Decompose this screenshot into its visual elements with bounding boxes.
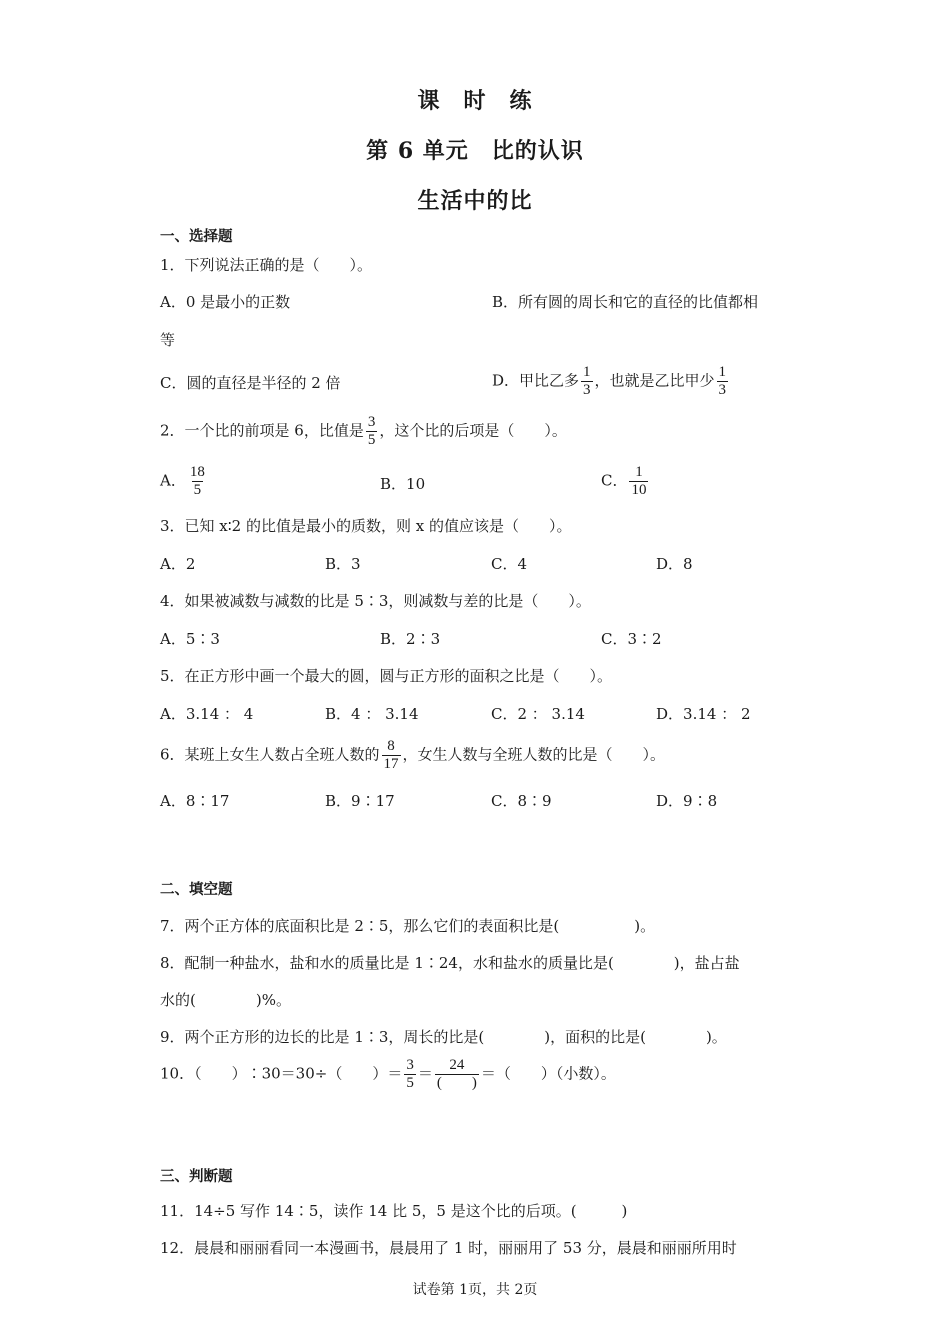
question-1-option-d: D．甲比乙多 $\frac{1}{3}$ ，也就是乙比甲少 $\frac{1}{3}$ [492, 364, 727, 398]
question-12: 12．晨晨和丽丽看同一本漫画书，晨晨用了 1 时，丽丽用了 53 分，晨晨和丽丽所用时 [160, 1239, 737, 1257]
lesson-title: 生活中的比 [417, 188, 533, 214]
question-7: 7．两个正方体的底面积比是 2∶5，那么它们的表面积比是( )。 [160, 917, 656, 935]
question-5-option-b: B．4 ： 3.14 [325, 705, 419, 723]
question-3-option-c: C．4 [491, 555, 528, 573]
question-11: 11．14÷5 写作 14∶5，读作 14 比 5，5 是这个比的后项。( ) [160, 1202, 628, 1220]
question-2-option-c: C． $\frac{1}{10}$ [601, 464, 647, 498]
question-6-option-a: A．8∶17 [160, 792, 230, 810]
question-3-option-d: D．8 [656, 555, 693, 573]
section-heading-fill-in: 二、填空题 [160, 881, 233, 898]
question-4-option-b: B．2∶3 [380, 630, 441, 648]
question-10: 10．（ ）∶30＝30÷（ ）＝ $\frac{3}{5}$ ＝ $\frac{24}{( )}$ ＝（ ）（小数）。 [160, 1057, 616, 1091]
question-8-line-2: 水的( )%。 [160, 991, 291, 1009]
question-6-stem: 6．某班上女生人数占全班人数的 $\frac{8}{17}$ ，女生人数与全班人数的比是（ ）。 [160, 738, 666, 772]
question-1-option-a: A．0 是最小的正数 [160, 293, 291, 311]
question-3-option-b: B．3 [325, 555, 361, 573]
page-footer: 试卷第 1页，共 2页 [412, 1282, 538, 1298]
question-2-stem: 2．一个比的前项是 6，比值是 $\frac{3}{5}$ ，这个比的后项是（ ）。 [160, 414, 567, 448]
question-4-option-c: C．3∶2 [601, 630, 662, 648]
question-1-stem: 1．下列说法正确的是（ ）。 [160, 256, 373, 274]
question-4-stem: 4．如果被减数与减数的比是 5∶3，则减数与差的比是（ ）。 [160, 592, 591, 610]
question-5-option-c: C．2 ： 3.14 [491, 705, 585, 723]
question-5-option-d: D．3.14 ： 2 [656, 705, 751, 723]
question-8-line-1: 8．配制一种盐水，盐和水的质量比是 1∶24，水和盐水的质量比是( )，盐占盐 [160, 954, 740, 972]
section-heading-choice: 一、选择题 [160, 228, 233, 245]
question-9: 9．两个正方形的边长的比是 1∶3，周长的比是( )，面积的比是( )。 [160, 1028, 727, 1046]
document-title: 课 时 练 [417, 88, 533, 114]
question-1-option-b-cont: 等 [160, 331, 176, 349]
question-5-stem: 5．在正方形中画一个最大的圆，圆与正方形的面积之比是（ ）。 [160, 667, 613, 685]
question-4-option-a: A．5∶3 [160, 630, 220, 648]
question-6-option-d: D．9∶8 [656, 792, 718, 810]
question-1-option-c: C．圆的直径是半径的 2 倍 [160, 374, 341, 392]
question-6-option-c: C．8∶9 [491, 792, 552, 810]
question-3-stem: 3．已知 x∶2 的比值是最小的质数，则 x 的值应该是（ ）。 [160, 517, 572, 535]
section-heading-true-false: 三、判断题 [160, 1168, 233, 1185]
question-5-option-a: A．3.14 ： 4 [160, 705, 254, 723]
question-1-option-b: B．所有圆的周长和它的直径的比值都相 [492, 293, 759, 311]
unit-title: 第 6 单元 比的认识 [366, 138, 584, 164]
question-6-option-b: B．9∶17 [325, 792, 395, 810]
question-2-option-a: A． $\frac{18}{5}$ [160, 464, 205, 498]
question-3-option-a: A．2 [160, 555, 196, 573]
question-2-option-b: B．10 [380, 475, 426, 493]
